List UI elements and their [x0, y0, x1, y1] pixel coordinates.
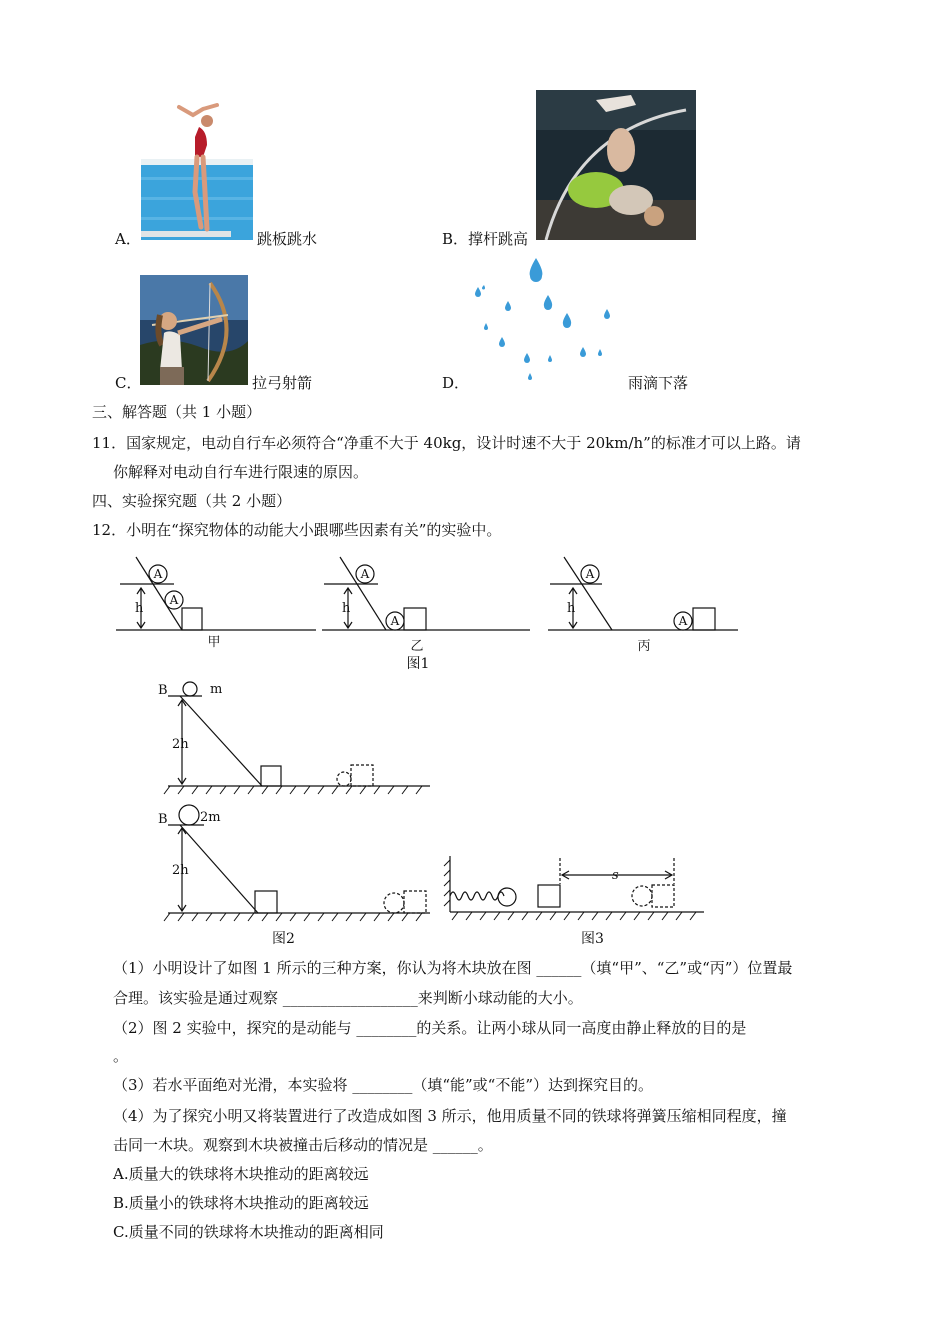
fig1-ball-4: A: [390, 614, 400, 628]
fig2-bottom-height: 2h: [172, 863, 189, 878]
q11-line2: 你解释对电动自行车进行限速的原因。: [113, 463, 369, 481]
diving-photo: [141, 97, 253, 240]
fig1-caption: 图1: [406, 656, 430, 672]
q12-p4-line2: 击同一木块。观察到木块被撞击后移动的情况是 ______。: [113, 1136, 493, 1154]
q12-p3: （3）若水平面绝对光滑，本实验将 ________（填“能”或“不能”）达到探究目的。: [113, 1076, 653, 1094]
option-a-letter: A．: [115, 230, 141, 248]
option-b: [442, 229, 528, 249]
fig2-bottom-mass: 2m: [200, 810, 221, 825]
fig1-sub-yi: 乙: [410, 639, 424, 654]
option-b-letter: B．: [442, 230, 469, 248]
option-d-caption: 雨滴下落: [628, 374, 689, 392]
option-c-caption: 拉弓射箭: [252, 374, 313, 392]
option-c-letter: C．: [115, 374, 142, 392]
fig1-sub-jia: 甲: [207, 635, 221, 650]
figure-2-top: [150, 676, 440, 796]
q12-choice-b: B.质量小的铁球将木块推动的距离较远: [113, 1194, 369, 1212]
raindrops-image: [470, 255, 625, 385]
fig1-ball-3: A: [360, 567, 370, 581]
pole-vault-photo: [536, 90, 696, 240]
option-d: [442, 373, 469, 393]
fig1-ball-6: A: [678, 614, 688, 628]
q12-choice-a: A.质量大的铁球将木块推动的距离较远: [113, 1165, 369, 1183]
q12-p1-line1: （1）小明设计了如图 1 所示的三种方案，你认为将木块放在图 ______（填“甲”、“乙”或“丙”）位置最: [113, 959, 793, 977]
section4-title: 四、实验探究题（共 2 小题）: [92, 492, 292, 510]
option-a-caption: 跳板跳水: [257, 230, 318, 248]
fig1-ball-2: A: [169, 593, 179, 607]
q12-p2-line2: 。: [113, 1047, 129, 1065]
option-b-caption: 撑杆跳高: [468, 230, 529, 248]
fig1-height-jia: h: [135, 601, 144, 616]
fig3-caption: 图3: [581, 931, 604, 947]
fig2-top-height: 2h: [172, 737, 189, 752]
archery-photo: [140, 275, 248, 385]
section3-title: 三、解答题（共 1 小题）: [92, 403, 262, 421]
q12-p4-line1: （4）为了探究小明又将装置进行了改造成如图 3 所示，他用质量不同的铁球将弹簧压缩相同程度，撞: [113, 1107, 787, 1125]
q11-line1: 11．国家规定，电动自行车必须符合“净重不大于 40kg，设计时速不大于 20km/h”的标准才可以上路。请: [92, 434, 801, 452]
fig1-sub-bing: 丙: [637, 639, 651, 654]
option-a: [115, 229, 141, 249]
fig1-height-bing: h: [567, 601, 576, 616]
q12-p1-line2: 合理。该实验是通过观察 __________________来判断小球动能的大小。: [113, 989, 583, 1007]
q12-choice-c: C.质量不同的铁球将木块推动的距离相同: [113, 1223, 384, 1241]
figure-3: [440, 850, 715, 950]
fig1-ball-5: A: [585, 567, 595, 581]
fig3-distance: s: [612, 868, 619, 883]
fig1-height-yi: h: [342, 601, 351, 616]
fig2-top-label: B: [158, 683, 168, 698]
fig2-bottom-label: B: [158, 812, 168, 827]
option-c: [115, 373, 141, 393]
figure-2-bottom: [150, 800, 440, 950]
fig1-ball-1: A: [153, 567, 163, 581]
q12-stem: 12．小明在“探究物体的动能大小跟哪些因素有关”的实验中。: [92, 521, 502, 539]
q12-p2-line1: （2）图 2 实验中，探究的是动能与 ________的关系。让两小球从同一高度由静止释放的目的是: [113, 1019, 747, 1037]
fig2-caption: 图2: [272, 931, 295, 947]
figure-1: [112, 552, 752, 674]
option-d-letter: D．: [442, 374, 470, 392]
fig2-top-mass: m: [210, 682, 223, 697]
